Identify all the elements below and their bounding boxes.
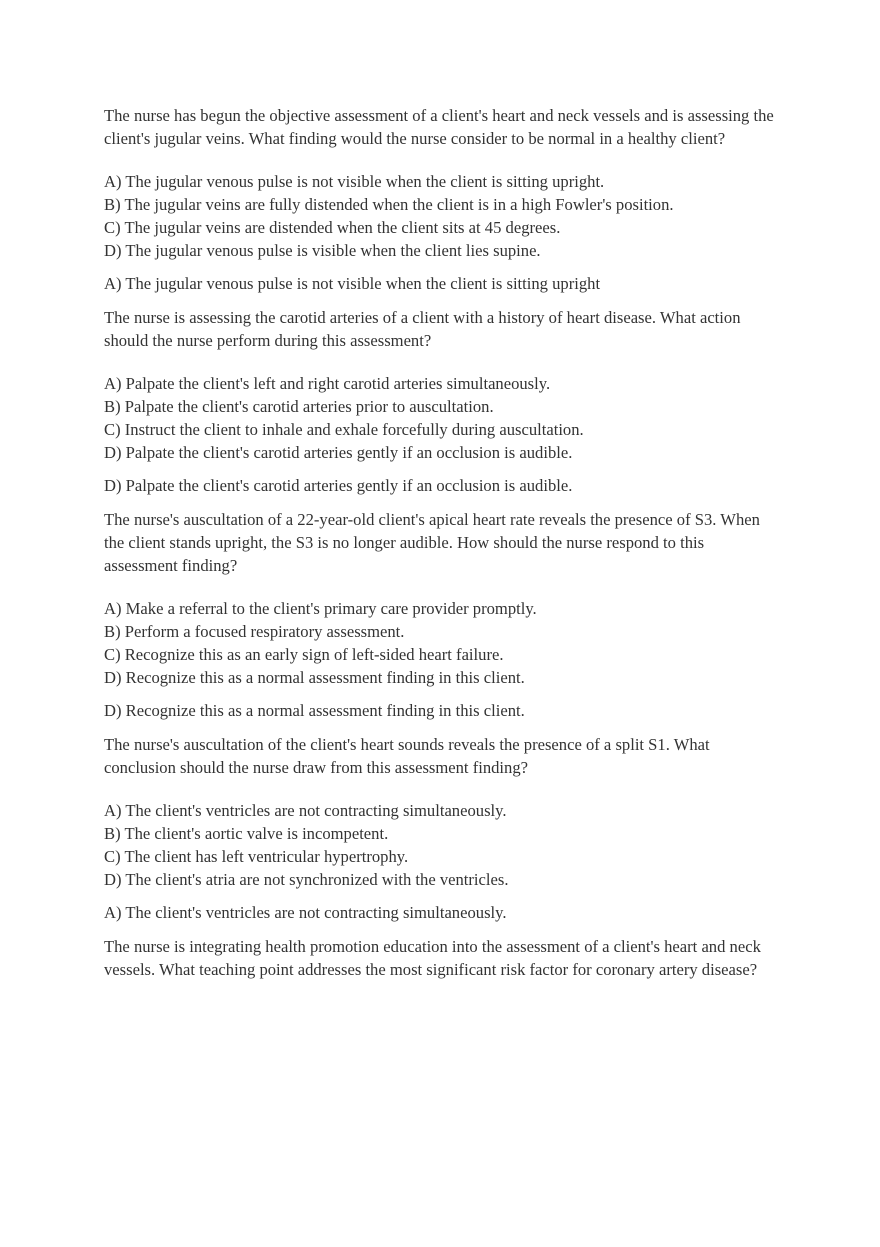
question-4-option-a: A) The client's ventricles are not contracting simultaneously.	[104, 801, 507, 820]
question-1-option-d: D) The jugular venous pulse is visible when the client lies supine.	[104, 241, 541, 260]
question-5-prompt: The nurse is integrating health promotion education into the assessment of a client's heart and neck vessels. What teaching point addresses the most significant risk factor for coronary artery disease?	[104, 937, 761, 979]
question-2-option-a: A) Palpate the client's left and right carotid arteries simultaneously.	[104, 374, 551, 393]
question-1-option-b: B) The jugular veins are fully distended when the client is in a high Fowler's position.	[104, 195, 674, 214]
question-4-options	[104, 799, 776, 891]
question-2-option-d: D) Palpate the client's carotid arteries gently if an occlusion is audible.	[104, 443, 573, 462]
question-2-options	[104, 372, 776, 464]
question-2-option-b: B) Palpate the client's carotid arteries prior to auscultation.	[104, 397, 494, 416]
question-3-option-b: B) Perform a focused respiratory assessment.	[104, 622, 405, 641]
question-2-answer: D) Palpate the client's carotid arteries gently if an occlusion is audible.	[104, 476, 573, 495]
question-2-option-c: C) Instruct the client to inhale and exhale forcefully during auscultation.	[104, 420, 584, 439]
question-1-answer: A) The jugular venous pulse is not visible when the client is sitting upright	[104, 274, 601, 293]
question-2-prompt: The nurse is assessing the carotid arteries of a client with a history of heart disease. What action should the nurse perform during this assessment?	[104, 308, 741, 350]
question-4-option-d: D) The client's atria are not synchronized with the ventricles.	[104, 870, 509, 889]
question-4-answer: A) The client's ventricles are not contracting simultaneously.	[104, 903, 507, 922]
question-4-option-b: B) The client's aortic valve is incompetent.	[104, 824, 389, 843]
question-4-prompt: The nurse's auscultation of the client's heart sounds reveals the presence of a split S1. What conclusion should the nurse draw from this assessment finding?	[104, 735, 710, 777]
question-1-prompt: The nurse has begun the objective assessment of a client's heart and neck vessels and is assessing the client's jugular veins. What finding would the nurse consider to be normal in a healthy client?	[104, 106, 774, 148]
question-3-option-a: A) Make a referral to the client's primary care provider promptly.	[104, 599, 537, 618]
question-1-option-a: A) The jugular venous pulse is not visible when the client is sitting upright.	[104, 172, 605, 191]
question-3-options	[104, 597, 776, 689]
document-content	[104, 104, 776, 1001]
question-1-options	[104, 170, 776, 262]
question-4-option-c: C) The client has left ventricular hypertrophy.	[104, 847, 409, 866]
question-1-option-c: C) The jugular veins are distended when the client sits at 45 degrees.	[104, 218, 561, 237]
question-3-prompt: The nurse's auscultation of a 22-year-old client's apical heart rate reveals the presence of S3. When the client stands upright, the S3 is no longer audible. How should the nurse respond to this assessment finding?	[104, 510, 760, 575]
question-3-option-d: D) Recognize this as a normal assessment finding in this client.	[104, 668, 525, 687]
question-3-option-c: C) Recognize this as an early sign of left-sided heart failure.	[104, 645, 504, 664]
question-3-answer: D) Recognize this as a normal assessment finding in this client.	[104, 701, 525, 720]
